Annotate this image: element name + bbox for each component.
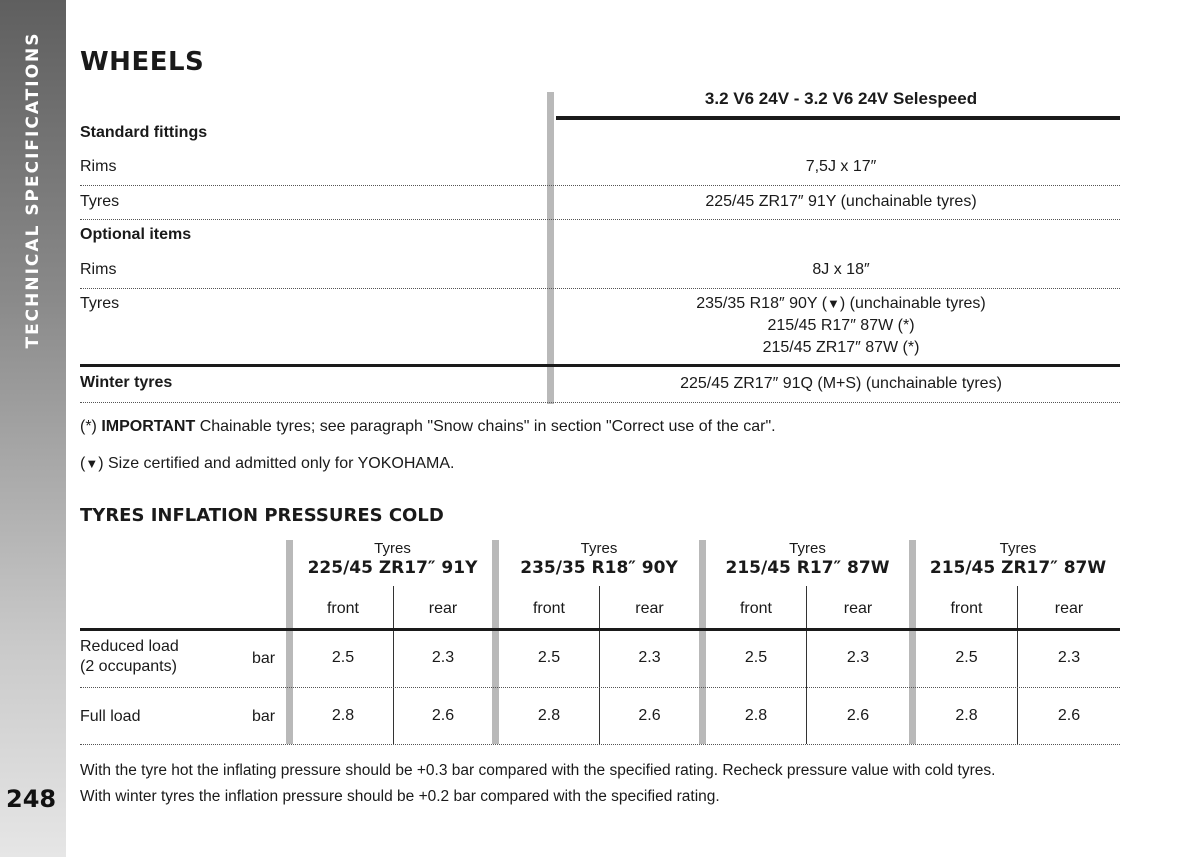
tyres-optional-value-1 bbox=[556, 295, 1126, 313]
winter-tyres-value: 225/45 ZR17″ 91Q (M+S) (unchainable tyres) bbox=[680, 375, 1002, 392]
tyres-optional-text: ) (unchainable tyres) bbox=[839, 295, 986, 312]
page-title: WHEELS bbox=[80, 47, 205, 77]
rear-label: rear bbox=[843, 600, 873, 617]
header-rule bbox=[80, 628, 1120, 631]
column-divider bbox=[547, 92, 554, 404]
row-divider bbox=[80, 744, 1120, 745]
footer-note: With winter tyres the inflation pressure should be +0.2 bar compared with the specified rating. bbox=[80, 788, 720, 805]
pressure-cell: 2.5 bbox=[744, 649, 768, 666]
rear-label: rear bbox=[1054, 600, 1084, 617]
reduced-load-sublabel: (2 occupants) bbox=[80, 658, 177, 675]
note-prefix: (*) bbox=[80, 418, 102, 435]
note-yokohama bbox=[80, 455, 455, 473]
winter-rule bbox=[80, 364, 1120, 367]
column-divider bbox=[909, 540, 916, 744]
note-text: ( bbox=[80, 455, 86, 472]
row-divider bbox=[80, 185, 1120, 186]
tyre-size-header: 235/35 R18″ 90Y bbox=[520, 558, 678, 578]
tyres-standard-value: 225/45 ZR17″ 91Y (unchainable tyres) bbox=[705, 193, 977, 210]
unit-label: bar bbox=[252, 708, 276, 725]
tyres-optional-value-2: 215/45 R17″ 87W (*) bbox=[767, 317, 915, 334]
unit-label: bar bbox=[252, 650, 276, 667]
row-divider bbox=[80, 219, 1120, 220]
column-divider bbox=[492, 540, 499, 744]
tyres-optional-text: 235/35 R18″ 90Y ( bbox=[696, 295, 828, 312]
rear-label: rear bbox=[635, 600, 664, 617]
standard-fittings-heading: Standard fittings bbox=[80, 124, 208, 141]
column-divider bbox=[699, 540, 706, 744]
pressure-cell: 2.6 bbox=[431, 707, 455, 724]
pressure-cell: 2.5 bbox=[955, 649, 978, 666]
pressure-cell: 2.3 bbox=[846, 649, 870, 666]
row-divider bbox=[80, 402, 1120, 403]
tyres-optional-value-3: 215/45 ZR17″ 87W (*) bbox=[762, 339, 920, 356]
sidebar bbox=[0, 0, 66, 857]
tyre-size-header: 215/45 ZR17″ 87W bbox=[929, 558, 1107, 578]
front-label: front bbox=[739, 600, 772, 617]
note-important bbox=[80, 418, 776, 436]
rims-label: Rims bbox=[80, 261, 117, 278]
column-header: 3.2 V6 24V - 3.2 V6 24V Selespeed bbox=[704, 89, 978, 108]
rims-optional-value: 8J x 18″ bbox=[812, 261, 870, 278]
reduced-load-label: Reduced load bbox=[80, 638, 179, 655]
pressure-cell: 2.6 bbox=[1057, 707, 1081, 724]
tyres-header-label: Tyres bbox=[789, 540, 826, 557]
tyres-label: Tyres bbox=[80, 193, 120, 210]
header-rule bbox=[556, 116, 1120, 120]
tyres-header-label: Tyres bbox=[580, 540, 618, 557]
pressure-cell: 2.3 bbox=[638, 649, 661, 666]
tyres-label: Tyres bbox=[80, 295, 120, 312]
pressure-cell: 2.8 bbox=[331, 707, 355, 724]
note-text: Chainable tyres; see paragraph "Snow chains" in section "Correct use of the car". bbox=[195, 418, 776, 435]
pressure-cell: 2.6 bbox=[638, 707, 661, 724]
page-number: 248 bbox=[6, 785, 57, 813]
winter-tyres-label: Winter tyres bbox=[80, 374, 173, 391]
note-text: ) Size certified and admitted only for YOKOHAMA. bbox=[98, 455, 455, 472]
full-load-label: Full load bbox=[80, 708, 141, 725]
pressure-cell: 2.3 bbox=[431, 649, 455, 666]
row-divider bbox=[80, 288, 1120, 289]
tyres-header-label: Tyres bbox=[374, 540, 411, 557]
pressure-cell: 2.8 bbox=[744, 707, 768, 724]
important-label: IMPORTANT bbox=[101, 418, 196, 435]
triangle-down-icon: ▼ bbox=[85, 456, 99, 471]
row-divider bbox=[80, 687, 1120, 688]
section-label: TECHNICAL SPECIFICATIONS bbox=[23, 31, 43, 349]
pressure-cell: 2.3 bbox=[1057, 649, 1081, 666]
triangle-down-icon: ▼ bbox=[827, 296, 840, 311]
pressure-cell: 2.5 bbox=[537, 649, 561, 666]
front-label: front bbox=[326, 600, 359, 617]
front-label: front bbox=[950, 600, 983, 617]
footer-note: With the tyre hot the inflating pressure should be +0.3 bar compared with the specified rating. Recheck pressure value with cold tyres. bbox=[80, 762, 996, 779]
front-label: front bbox=[532, 600, 565, 617]
column-divider bbox=[286, 540, 293, 744]
rear-label: rear bbox=[428, 600, 458, 617]
pressures-title: TYRES INFLATION PRESSURES COLD bbox=[80, 505, 444, 526]
optional-items-heading: Optional items bbox=[80, 226, 192, 243]
pressure-cell: 2.8 bbox=[537, 707, 561, 724]
rims-label: Rims bbox=[80, 158, 117, 175]
tyres-header-label: Tyres bbox=[999, 540, 1037, 557]
pressure-cell: 2.5 bbox=[331, 649, 355, 666]
rims-standard-value: 7,5J x 17″ bbox=[805, 158, 877, 175]
pressure-cell: 2.8 bbox=[955, 707, 978, 724]
pressure-cell: 2.6 bbox=[846, 707, 870, 724]
tyre-size-header: 215/45 R17″ 87W bbox=[725, 558, 890, 578]
tyre-size-header: 225/45 ZR17″ 91Y bbox=[307, 558, 478, 578]
